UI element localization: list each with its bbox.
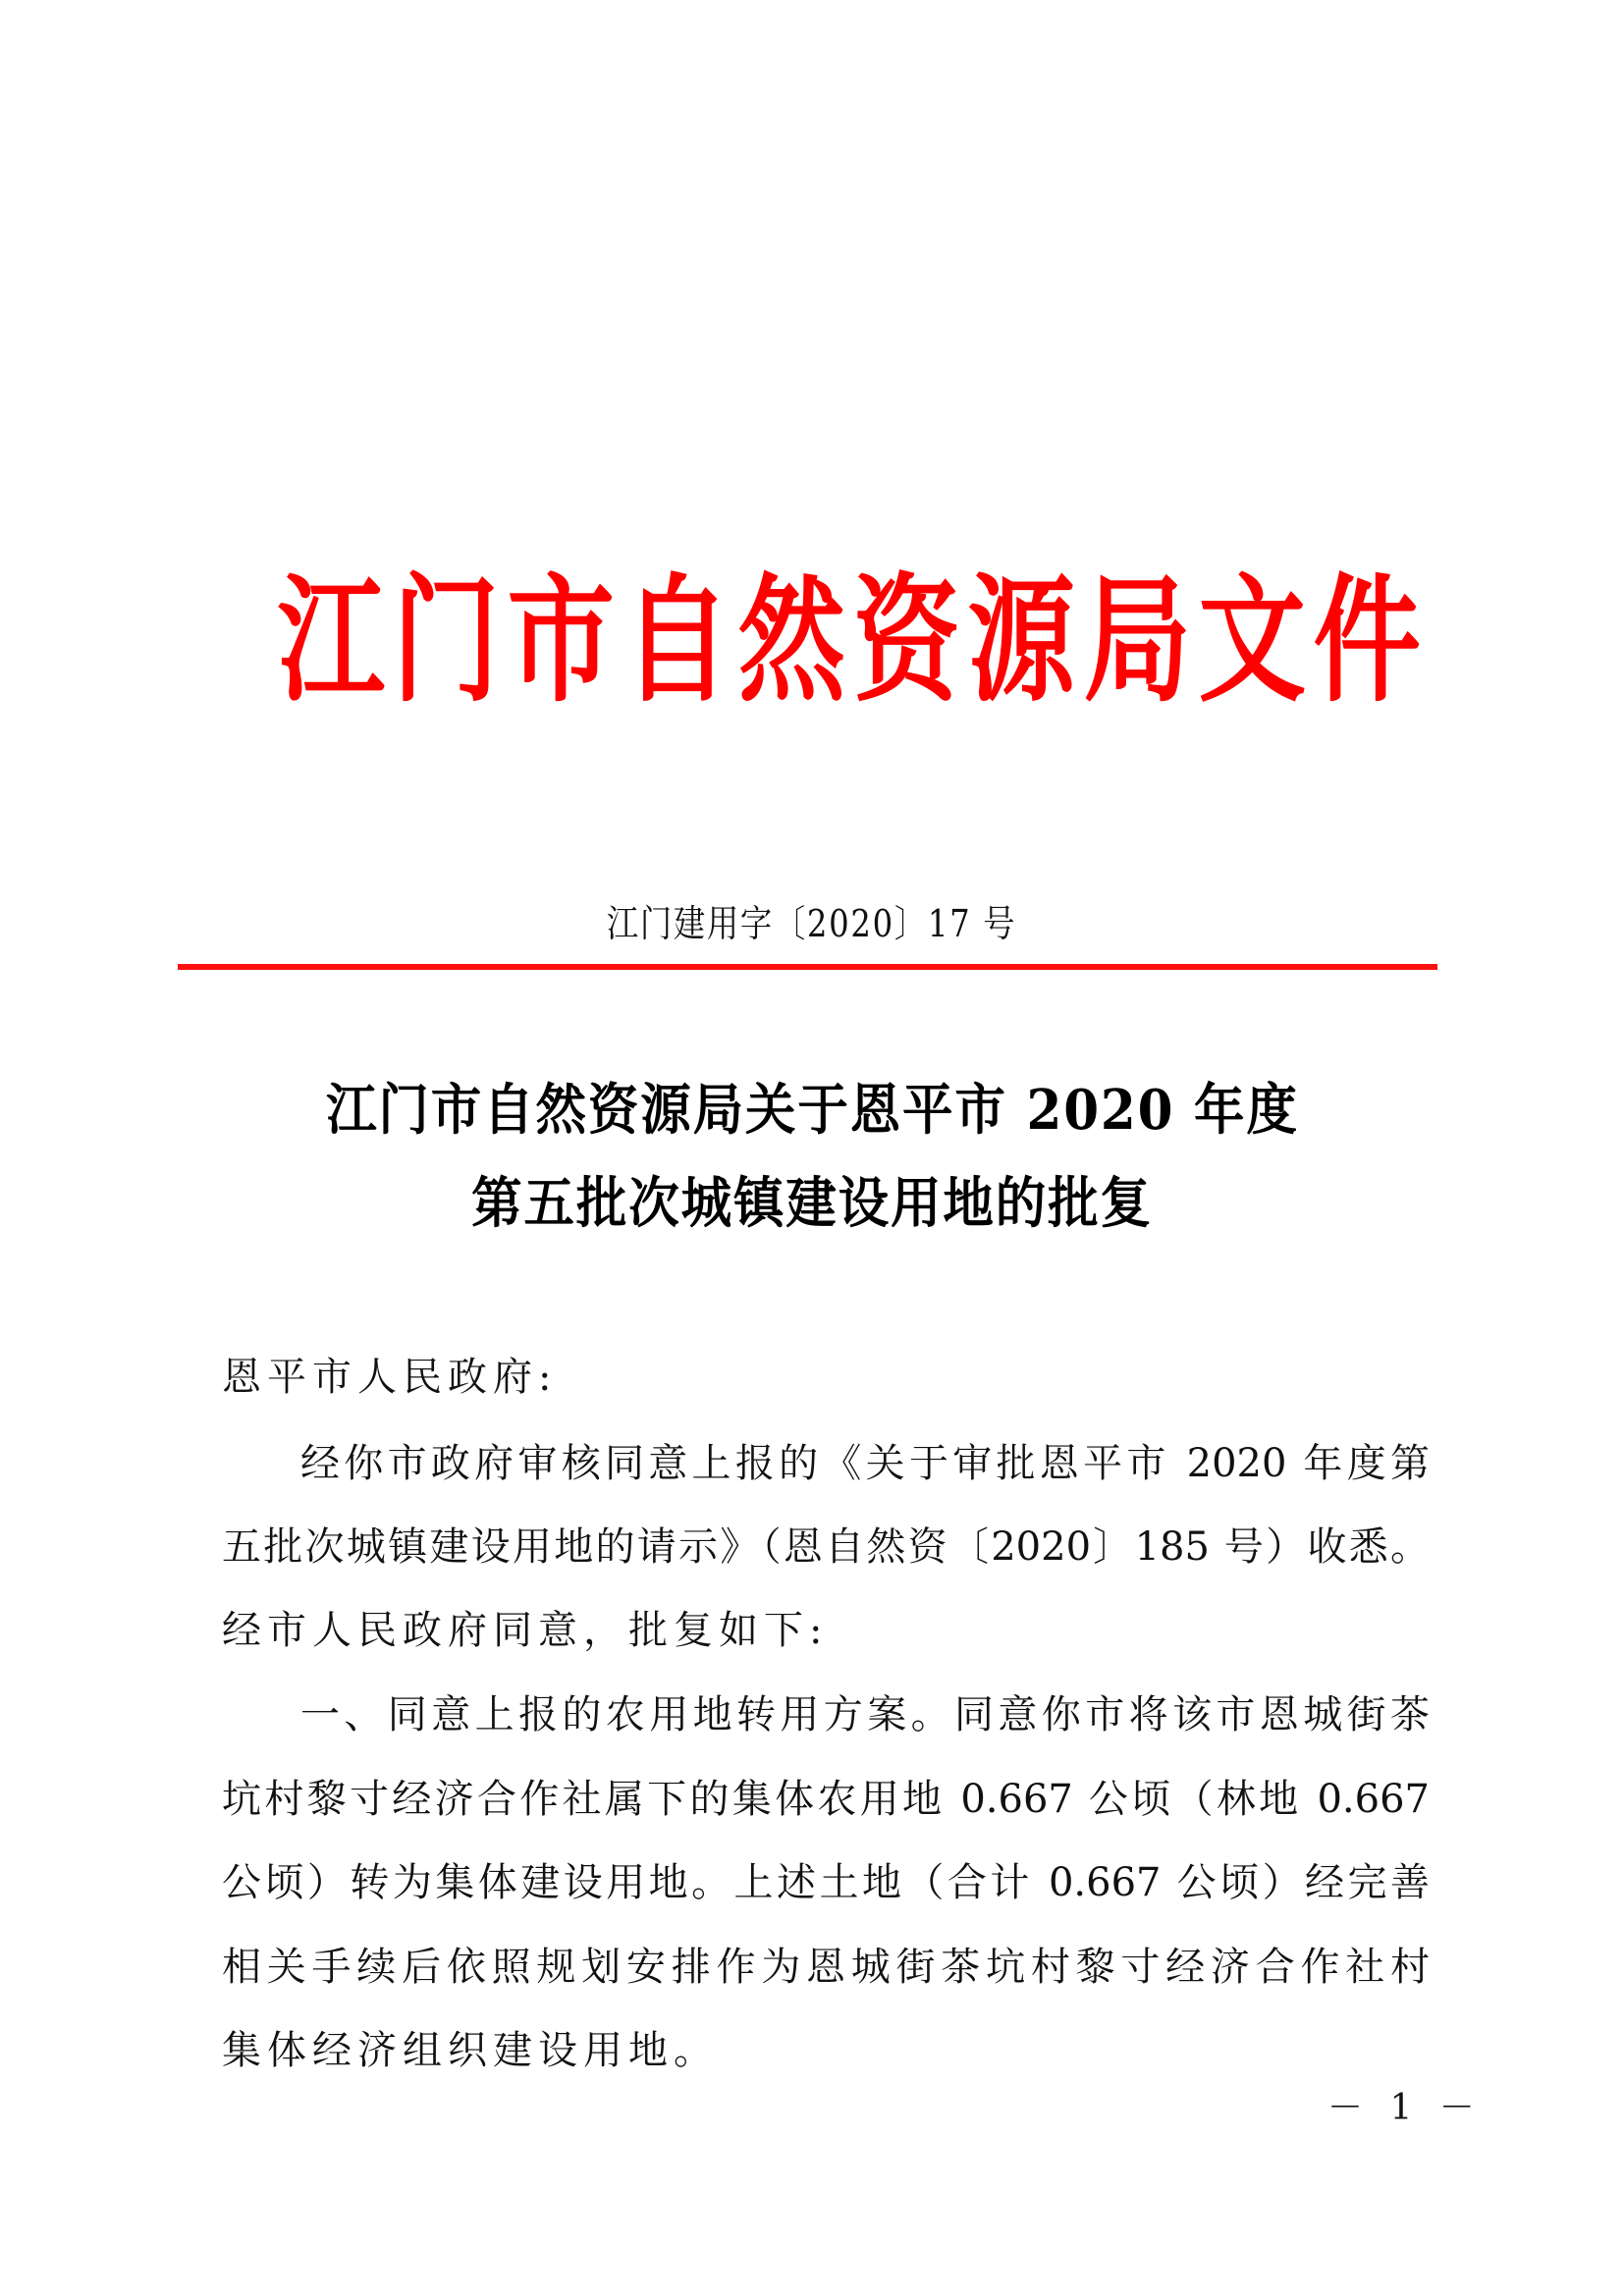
masthead-char: 件 xyxy=(1313,561,1421,721)
masthead-char: 市 xyxy=(508,561,616,721)
masthead-char: 资 xyxy=(852,561,960,721)
document-title-text: 第五批次城镇建设用地的批复 xyxy=(471,1171,1153,1236)
document-title-line-1 xyxy=(0,1076,1624,1145)
masthead-red-header xyxy=(265,558,1421,724)
body-paragraph-line: 坑村黎寸经济合作社属下的集体农用地 0.667 公顷（林地 0.667 xyxy=(222,1777,1430,1822)
document-number-text: 江门建用字〔2020〕17 号 xyxy=(607,902,1017,945)
addressee: 恩平市人民政府: xyxy=(222,1355,558,1400)
body-paragraph-line: 经你市政府审核同意上报的《关于审批恩平市 2020 年度第 xyxy=(300,1441,1430,1486)
masthead-char: 门 xyxy=(392,561,501,721)
body-paragraph-line: 公顷）转为集体建设用地。上述土地（合计 0.667 公顷）经完善 xyxy=(222,1860,1430,1905)
document-title-line-2 xyxy=(0,1169,1624,1238)
masthead-char: 江 xyxy=(277,561,385,721)
body-paragraph-line: 一、同意上报的农用地转用方案。同意你市将该市恩城街茶 xyxy=(300,1692,1430,1737)
red-separator-line xyxy=(178,964,1437,970)
masthead-char: 自 xyxy=(623,561,731,721)
body-paragraph-line: 集体经济组织建设用地。 xyxy=(222,2028,719,2073)
body-paragraph-line: 五批次城镇建设用地的请示》（恩自然资〔2020〕185 号）收悉。 xyxy=(222,1524,1430,1570)
document-number xyxy=(0,901,1624,946)
body-paragraph-line: 经市人民政府同意，批复如下: xyxy=(222,1608,829,1653)
document-title-text: 江门市自然资源局关于恩平市 2020 年度 xyxy=(325,1078,1299,1143)
body-paragraph-line: 相关手续后依照规划安排作为恩城街茶坑村黎寸经济合作社村 xyxy=(222,1945,1430,1990)
masthead-char: 文 xyxy=(1198,561,1306,721)
masthead-char: 然 xyxy=(737,561,845,721)
masthead-char: 源 xyxy=(967,561,1076,721)
masthead-char: 局 xyxy=(1083,561,1191,721)
page-number: － 1 － xyxy=(1327,2088,1483,2128)
